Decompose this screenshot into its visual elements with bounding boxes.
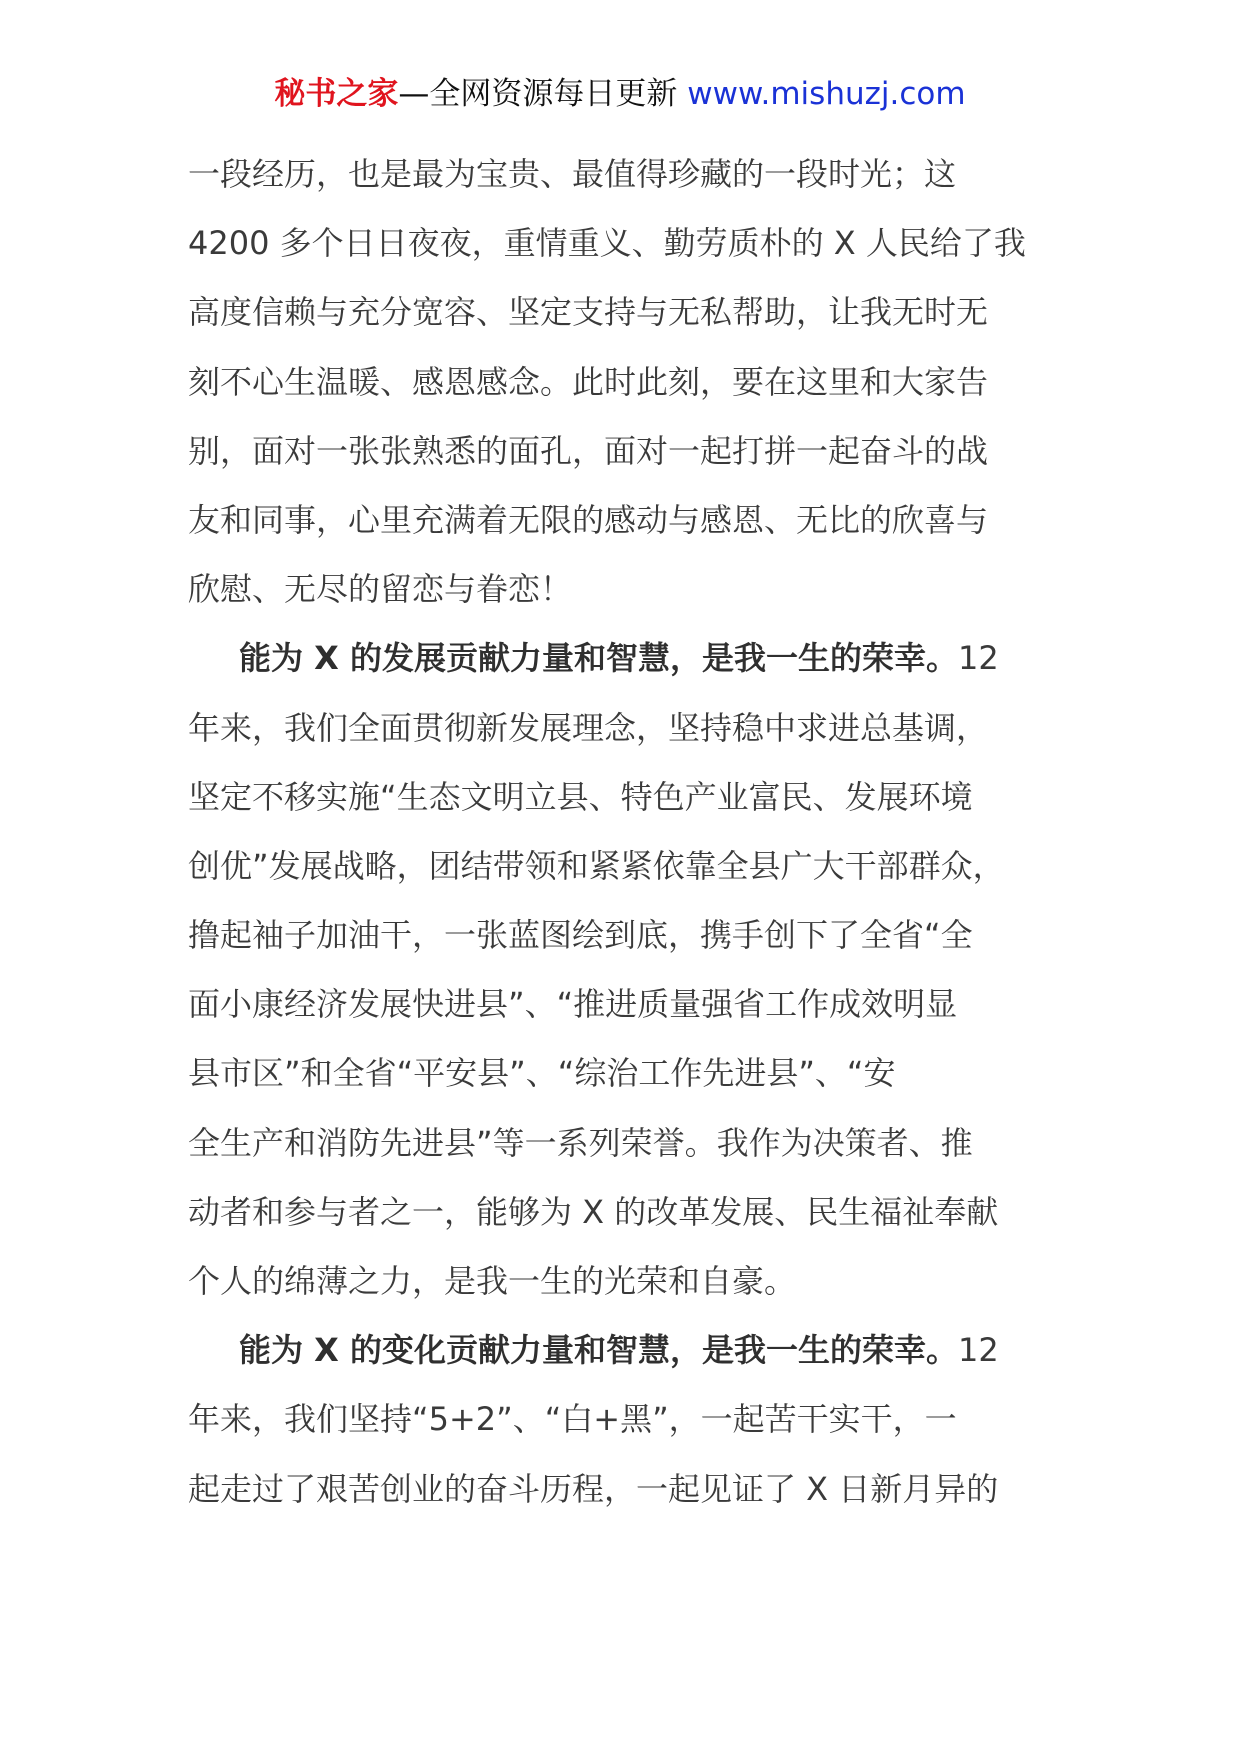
paragraph-heading: 能为 X 的变化贡献力量和智慧，是我一生的荣幸。 — [239, 1331, 958, 1370]
text-line: 坚定不移实施“生态文明立县、特色产业富民、发展环境 — [188, 777, 973, 816]
paragraph-heading: 能为 X 的发展贡献力量和智慧，是我一生的荣幸。 — [239, 639, 958, 678]
text-line: 年来，我们全面贯彻新发展理念，坚持稳中求进总基调， — [188, 708, 989, 747]
paragraph-2 — [188, 624, 1058, 1316]
text-line: 欣慰、无尽的留恋与眷恋！ — [188, 570, 573, 609]
website-link[interactable]: www.mishuzj.com — [687, 76, 966, 112]
text-line: 全生产和消防先进县”等一系列荣誉。我作为决策者、推 — [188, 1123, 973, 1162]
text-line: 起走过了艰苦创业的奋斗历程，一起见证了 X 日新月异的 — [188, 1469, 999, 1508]
text-line: 动者和参与者之一，能够为 X 的改革发展、民生福祉奉献 — [188, 1192, 999, 1231]
paragraph-3 — [188, 1316, 1058, 1524]
paragraph-first-line — [188, 624, 1058, 693]
brand-name: 秘书之家 — [274, 76, 399, 112]
text-line: 刻不心生温暖、感恩感念。此时此刻，要在这里和大家告 — [188, 362, 989, 401]
text-line: 县市区”和全省“平安县”、“综治工作先进县”、“安 — [188, 1054, 896, 1093]
heading-tail: 12 — [957, 1331, 999, 1370]
text-line: 面小康经济发展快进县”、“推进质量强省工作成效明显 — [188, 985, 958, 1024]
text-line: 创优”发展战略，团结带领和紧紧依靠全县广大干部群众， — [188, 846, 1005, 885]
paragraph-first-line — [188, 1316, 1058, 1385]
text-line: 年来，我们坚持“5+2”、“白+黑”，一起苦干实干，一 — [188, 1400, 957, 1439]
text-line: 一段经历，也是最为宝贵、最值得珍藏的一段时光；这 — [188, 155, 957, 193]
text-line: 个人的绵薄之力，是我一生的光荣和自豪。 — [188, 1262, 797, 1300]
text-line: 高度信赖与充分宽容、坚定支持与无私帮助，让我无时无 — [188, 293, 989, 332]
header-tagline: —全网资源每日更新 — [398, 76, 688, 112]
text-line: 友和同事，心里充满着无限的感动与感恩、无比的欣喜与 — [188, 500, 989, 539]
text-line: 撸起袖子加油干，一张蓝图绘到底，携手创下了全省“全 — [188, 916, 973, 955]
page-header — [0, 72, 1240, 116]
paragraph-1 — [188, 140, 1058, 624]
document-body — [188, 140, 1058, 1524]
text-line: 别，面对一张张熟悉的面孔，面对一起打拼一起奋斗的战 — [188, 431, 989, 470]
heading-tail: 12 — [957, 639, 999, 678]
text-line: 4200 多个日日夜夜，重情重义、勤劳质朴的 X 人民给了我 — [188, 224, 1026, 263]
